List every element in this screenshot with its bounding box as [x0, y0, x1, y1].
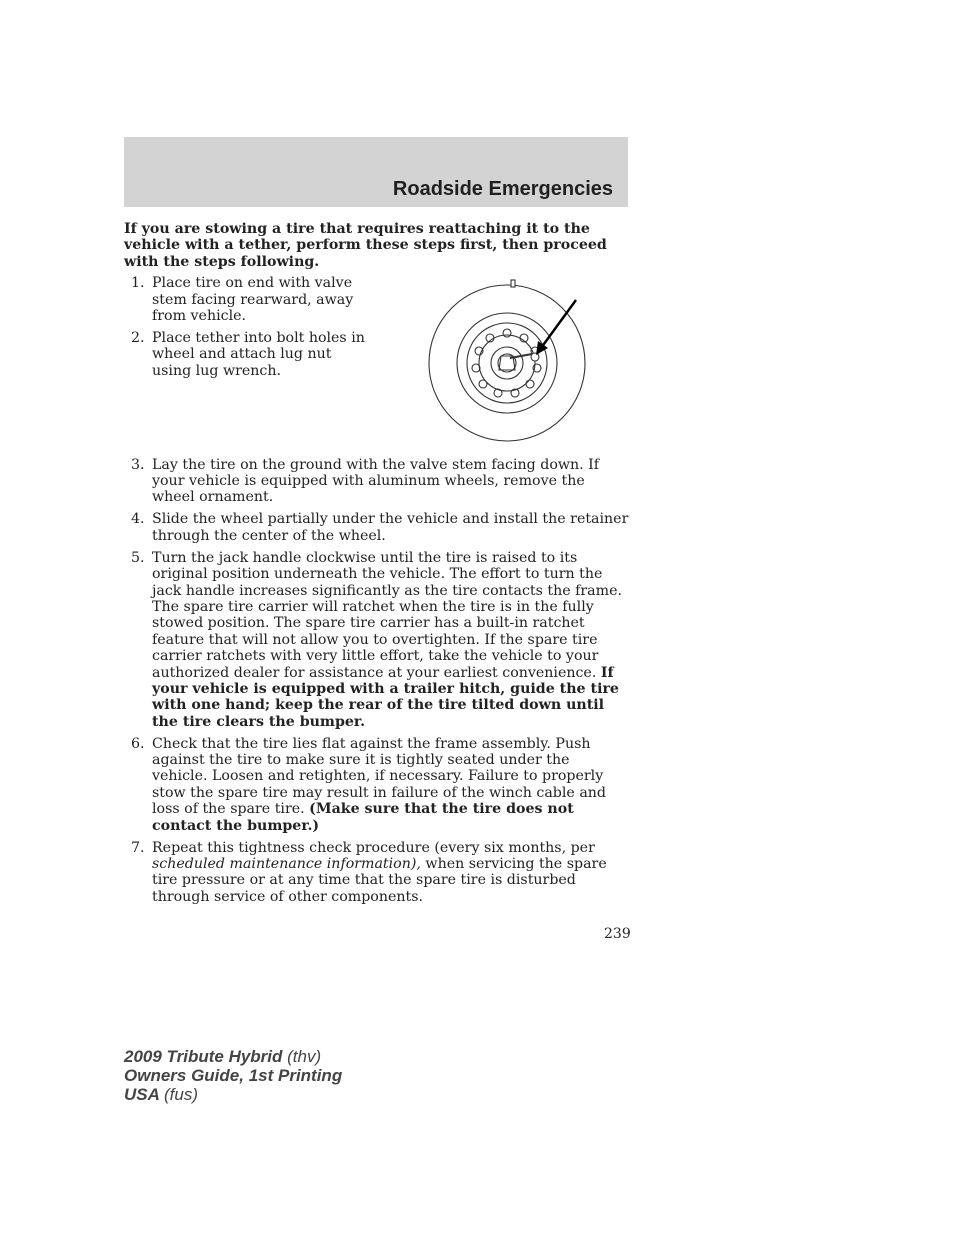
- intro-paragraph: If you are stowing a tire that requires reattaching it to the vehicle with a tether, perform these steps first, then proceed with the steps following.: [124, 221, 607, 270]
- step-2: [124, 330, 372, 379]
- step-number: 5.: [131, 549, 145, 566]
- step-text: Place tether into bolt holes in wheel and attach lug nut using lug wrench.: [152, 329, 365, 379]
- bolt-holes: [472, 329, 541, 397]
- step-warning: (Make sure that the tire does not contact the bumper.): [152, 801, 574, 834]
- footer-line-region: [124, 1085, 342, 1104]
- step-4: [124, 511, 629, 544]
- step-number: 7.: [131, 839, 145, 856]
- step-text: Slide the wheel partially under the vehicle and install the retainer through the center of the wheel.: [152, 511, 629, 544]
- footer-model-code: (thv): [287, 1047, 322, 1066]
- step-text: Place tire on end with valve stem facing rearward, away from vehicle.: [152, 275, 354, 325]
- footer-line-guide: Owners Guide, 1st Printing: [124, 1066, 343, 1085]
- lug-nut: [531, 353, 539, 361]
- tire-tether-illustration: [424, 278, 590, 444]
- step-1: [124, 275, 372, 324]
- step-3: [124, 457, 629, 506]
- step-text: Check that the tire lies flat against the frame assembly. Push against the tire to make sure it is tightly seated under the vehicle. Loosen and retighten, if necessary. Failure to properly stow the spare tire may result in failure of the winch cable and loss of the spare tire.: [152, 735, 606, 818]
- section-title: Roadside Emergencies: [392, 178, 613, 200]
- footer-region: USA: [124, 1085, 160, 1104]
- step-number: 1.: [131, 275, 145, 292]
- footer-line-model: [124, 1047, 342, 1066]
- section-header-bar: [124, 137, 628, 207]
- tire-outline: [429, 285, 585, 441]
- step-6: [124, 736, 629, 834]
- step-7: [124, 840, 629, 906]
- step-5: [124, 550, 629, 730]
- footer-region-code: (fus): [164, 1085, 198, 1104]
- step-text-continued: when servicing the spare tire pressure or at any time that the spare tire is disturbed through service of other components.: [152, 856, 607, 905]
- step-number: 4.: [131, 511, 145, 528]
- step-reference: scheduled maintenance information),: [152, 856, 421, 872]
- valve-stem: [511, 280, 515, 287]
- step-number: 2.: [131, 329, 145, 346]
- step-text: Repeat this tightness check procedure (every six months, per: [152, 839, 595, 856]
- footer-model: 2009 Tribute Hybrid: [124, 1047, 283, 1066]
- wheel-rim: [457, 313, 557, 413]
- document-footer: [124, 1047, 342, 1104]
- hub-center: [491, 347, 523, 379]
- page-number: 239: [604, 926, 631, 942]
- step-number: 6.: [131, 735, 145, 752]
- step-text: Lay the tire on the ground with the valve stem facing down. If your vehicle is equipped with aluminum wheels, remove the wheel ornament.: [152, 456, 600, 506]
- step-warning: If your vehicle is equipped with a trailer hitch, guide the tire with one hand; keep the rear of the tire tilted down until the tire clears the bumper.: [152, 664, 619, 730]
- step-text: Turn the jack handle clockwise until the tire is raised to its original position underneath the vehicle. The effort to turn the jack handle increases significantly as the tire contacts the frame. The spare tire carrier will ratchet when the tire is in the fully stowed position. The spare tire carrier has a built-in ratchet feature that will not allow you to overtighten. If the spare tire carrier ratchets with very little effort, take the vehicle to your authorized dealer for assistance at your earliest convenience.: [152, 549, 622, 681]
- step-number: 3.: [131, 456, 145, 473]
